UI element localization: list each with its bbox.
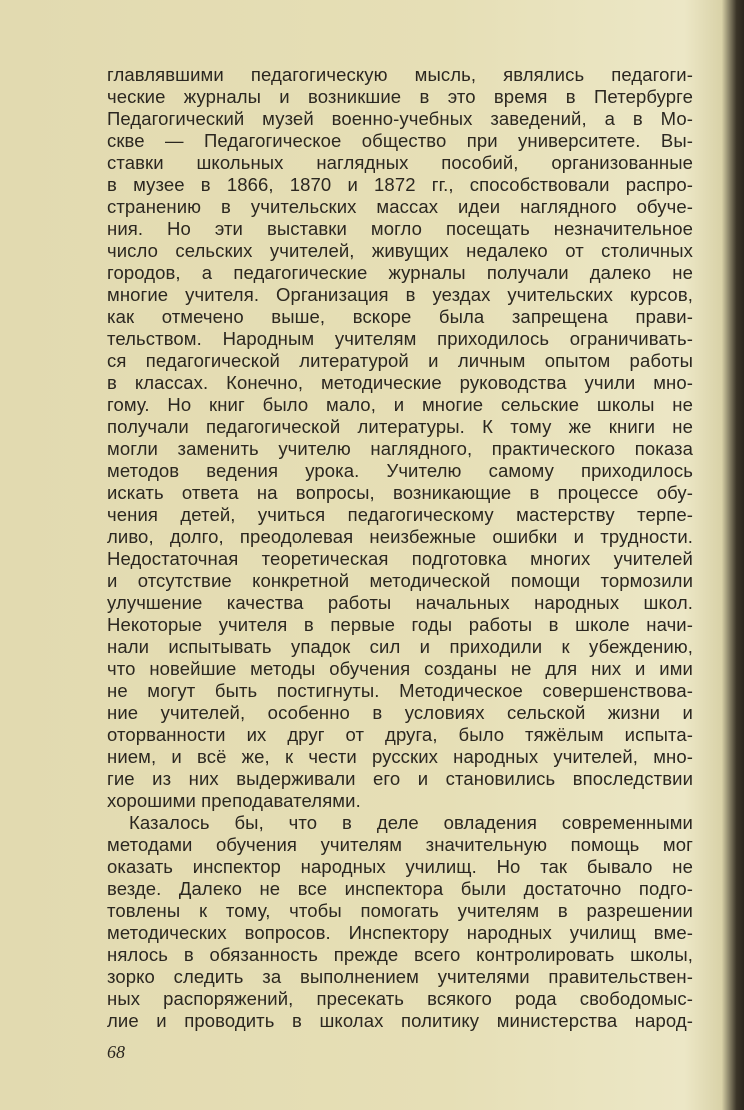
text-line: ческие журналы и возникшие в это время в Петербурге (107, 86, 693, 107)
text-line: в классах. Конечно, методические руководства учили мно- (107, 372, 693, 393)
text-line: чения детей, учиться педагогическому мастерству терпе- (107, 504, 693, 525)
text-line: странению в учительских массах идеи наглядного обуче- (107, 196, 693, 217)
text-line: число сельских учителей, живущих недалеко от столичных (107, 240, 693, 261)
text-line: и отсутствие конкретной методической помощи тормозили (107, 570, 693, 591)
text-line: зорко следить за выполнением учителями правительствен- (107, 966, 693, 987)
text-line: ставки школьных наглядных пособий, организованные (107, 152, 693, 173)
text-line: искать ответа на вопросы, возникающие в процессе обу- (107, 482, 693, 503)
text-line: нием, и всё же, к чести русских народных учителей, мно- (107, 746, 693, 767)
text-line: методами обучения учителям значительную помощь мог (107, 834, 693, 855)
text-line: нялось в обязанность прежде всего контролировать школы, (107, 944, 693, 965)
text-line: улучшение качества работы начальных народных школ. (107, 592, 693, 613)
text-line: не могут быть постигнуты. Методическое совершенствова- (107, 680, 693, 701)
text-line: Некоторые учителя в первые годы работы в школе начи- (107, 614, 693, 635)
page-number: 68 (107, 1042, 125, 1062)
text-line: главлявшими педагогическую мысль, являлись педагоги- (107, 64, 693, 85)
text-line: ние учителей, особенно в условиях сельской жизни и (107, 702, 693, 723)
text-line: Недостаточная теоретическая подготовка многих учителей (107, 548, 693, 569)
text-line: гому. Но книг было мало, и многие сельские школы не (107, 394, 693, 415)
text-line: тельством. Народным учителям приходилось ограничивать- (107, 328, 693, 349)
text-line: гие из них выдерживали его и становились впоследствии (107, 768, 693, 789)
text-line: что новейшие методы обучения созданы не для них и ими (107, 658, 693, 679)
text-line: ся педагогической литературой и личным опытом работы (107, 350, 693, 371)
text-line: Педагогический музей военно-учебных заведений, а в Мо- (107, 108, 693, 129)
text-line: ливо, долго, преодолевая неизбежные ошибки и трудности. (107, 526, 693, 547)
text-line: скве — Педагогическое общество при университете. Вы- (107, 130, 693, 151)
text-line: ных распоряжений, пресекать всякого рода свободомыс- (107, 988, 693, 1009)
text-line: Казалось бы, что в деле овладения современными (129, 812, 693, 833)
text-line: методов ведения урока. Учителю самому приходилось (107, 460, 693, 481)
text-line: как отмечено выше, вскоре была запрещена прави- (107, 306, 693, 327)
text-line: нали испытывать упадок сил и приходили к убеждению, (107, 636, 693, 657)
text-line: в музее в 1866, 1870 и 1872 гг., способствовали распро- (107, 174, 693, 195)
text-line: получали педагогической литературы. К тому же книги не (107, 416, 693, 437)
text-line: многие учителя. Организация в уездах учительских курсов, (107, 284, 693, 305)
text-line: лие и проводить в школах политику министерства народ- (107, 1010, 693, 1031)
text-line: методических вопросов. Инспектору народных училищ вме- (107, 922, 693, 943)
text-line: городов, а педагогические журналы получали далеко не (107, 262, 693, 283)
text-line: хорошими преподавателями. (107, 790, 361, 811)
text-line: могли заменить учителю наглядного, практического показа (107, 438, 693, 459)
text-line: везде. Далеко не все инспектора были достаточно подго- (107, 878, 693, 899)
text-line: оторванности их друг от друга, было тяжёлым испыта- (107, 724, 693, 745)
body-text (107, 64, 693, 1032)
text-line: оказать инспектор народных училищ. Но так бывало не (107, 856, 693, 877)
text-line: ния. Но эти выставки могло посещать незначительное (107, 218, 693, 239)
text-line: товлены к тому, чтобы помогать учителям в разрешении (107, 900, 693, 921)
